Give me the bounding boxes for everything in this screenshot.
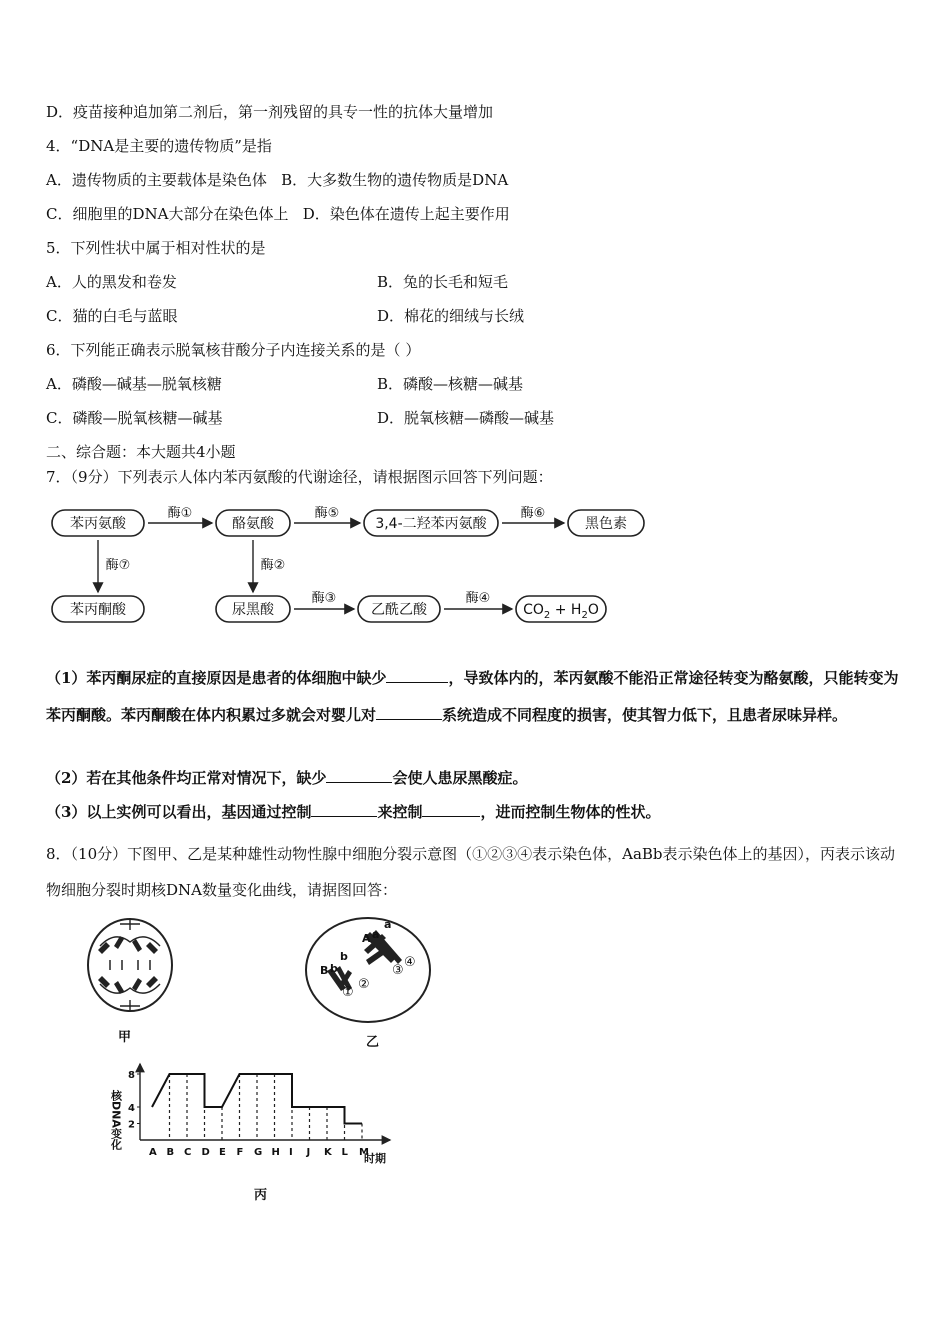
q5-option-b: B．兔的长毛和短毛 [377,273,509,291]
enzyme-6: 酶⑥ [520,506,546,521]
q5-option-a: A．人的黑发和卷发 [46,273,177,291]
q7-blank-4[interactable] [311,802,377,817]
x-tick-F: F [236,1147,244,1158]
q7-p3-a: （3）以上实例可以看出，基因通过控制 [46,803,312,821]
x-tick-M: M [359,1147,369,1158]
enzyme-5: 酶⑤ [314,506,340,521]
q4-options-ab [46,170,508,190]
x-tick-H: H [271,1147,280,1158]
chromosome-3: ③ [392,963,404,978]
chromosome-1: ① [342,985,354,1000]
q4-options-cd [46,204,510,224]
label-tyrosine: 酪氨酸 [232,516,274,532]
gene-big-a: A [362,932,371,945]
label-bing: 丙 [254,1188,268,1203]
x-tick-D: D [201,1147,210,1158]
q6-option-c: C．磷酸—脱氧核糖—碱基 [46,409,223,427]
q7-p1-b: ，导致体内的，苯丙氨酸不能沿正常途径转变为酪氨酸，只能转变为苯丙酮酸。苯丙酮酸在体内积累过多就会对婴儿对 [46,669,899,724]
sub-2b: 2 [581,610,588,621]
co: CO [523,602,544,618]
x-tick-B: B [166,1147,175,1158]
label-homogentisate: 尿黑酸 [232,602,274,618]
sub-2a: 2 [543,610,551,621]
cell-jia-diagram [80,910,180,1020]
x-tick-C: C [184,1147,192,1158]
x-tick-I: I [289,1147,293,1158]
q7-p2-b: 会使人患尿黑酸症。 [392,769,528,787]
enzyme-7: 酶⑦ [105,558,131,573]
gene-b-small: b [340,950,348,963]
q5-option-d: D．棉花的细绒与长绒 [377,307,525,325]
q7-part3 [46,802,660,822]
dna-change-chart [100,1060,410,1170]
enzyme-1: 酶① [167,506,193,521]
q8-stem: 8．（10分）下图甲、乙是某种雄性动物性腺中细胞分裂示意图（①②③④表示染色体，AaBb表示染色体上的基因），丙表示该动物细胞分裂时期核DNA数量变化曲线，请据图回答： [46,845,896,899]
q7-part2 [46,768,527,788]
q6-option-b: B．磷酸—核糖—碱基 [377,375,524,393]
q5-stem: 5．下列性状中属于相对性状的是 [46,239,266,257]
q7-p3-c: ，进而控制生物体的性状。 [480,803,661,821]
chart-ylabel: 核DNA变化 [109,1090,123,1150]
x-tick-G: G [254,1147,263,1158]
q4-option-a: A．遗传物质的主要载体是染色体 [46,171,267,189]
x-tick-L: L [341,1147,348,1158]
q5-option-c: C．猫的白毛与蓝眼 [46,307,178,325]
enzyme-3: 酶③ [311,591,337,606]
label-end-products [523,602,599,621]
label-jia: 甲 [118,1030,132,1045]
q6-stem: 6．下列能正确表示脱氧核苷酸分子内连接关系的是（ ） [46,341,421,359]
label-melanin: 黑色素 [585,516,627,532]
x-tick-A: A [149,1147,157,1158]
gene-b-inner: b [330,962,338,975]
q7-pathway-diagram [46,498,656,630]
gene-a-upper-right: a [384,918,392,931]
y-tick-8: 8 [128,1070,135,1081]
label-dopa: 3,4-二羟苯丙氨酸 [375,516,487,532]
q6-option-a: A．磷酸—碱基—脱氧核糖 [46,375,222,393]
q7-blank-5[interactable] [422,802,480,817]
gene-big-b: B [320,964,329,977]
enzyme-4: 酶④ [465,591,491,606]
y-tick-2: 2 [128,1119,135,1131]
cell-yi-diagram [300,910,440,1030]
x-tick-E: E [219,1147,226,1158]
q7-p1-a: （1）苯丙酮尿症的直接原因是患者的体细胞中缺少 [46,669,387,687]
q7-blank-2[interactable] [376,705,442,720]
q7-blank-3[interactable] [326,768,392,783]
q7-p3-b: 来控制 [377,803,423,821]
q7-blank-1[interactable] [386,668,448,683]
o: O [587,602,599,618]
x-tick-J: J [306,1147,311,1158]
plus-h: + H [550,602,582,618]
q7-part1 [46,660,906,734]
y-tick-4: 4 [128,1103,135,1114]
chromosome-2: ② [358,977,370,992]
q3-option-d: D．疫苗接种追加第二剂后，第一剂残留的具专一性的抗体大量增加 [46,103,494,121]
q7-p2-a: （2）若在其他条件均正常对情况下，缺少 [46,769,327,787]
q7-stem: 7．（9分）下列表示人体内苯丙氨酸的代谢途径，请根据图示回答下列问题： [46,468,553,486]
q4-option-c: C．细胞里的DNA大部分在染色体上 [46,205,289,223]
label-phenylalanine: 苯丙氨酸 [70,516,126,532]
gene-a-inner: a [372,928,380,941]
enzyme-2: 酶② [260,558,286,573]
q4-option-d: D．染色体在遗传上起主要作用 [302,205,510,223]
x-tick-K: K [324,1147,332,1158]
q4-option-b: B．大多数生物的遗传物质是DNA [281,171,509,189]
q4-stem: 4．“DNA是主要的遗传物质”是指 [46,137,272,155]
section-2-heading: 二、综合题：本大题共4小题 [46,443,236,461]
label-phenylpyruvate: 苯丙酮酸 [70,602,126,618]
chromosome-4: ④ [404,955,416,970]
label-yi: 乙 [366,1035,380,1050]
chart-xlabel: 时期 [364,1152,386,1165]
label-acetoacetate: 乙酰乙酸 [371,602,427,618]
q6-option-d: D．脱氧核糖—磷酸—碱基 [377,409,555,427]
q7-p1-c: 系统造成不同程度的损害，使其智力低下，且患者尿味异样。 [442,706,848,724]
